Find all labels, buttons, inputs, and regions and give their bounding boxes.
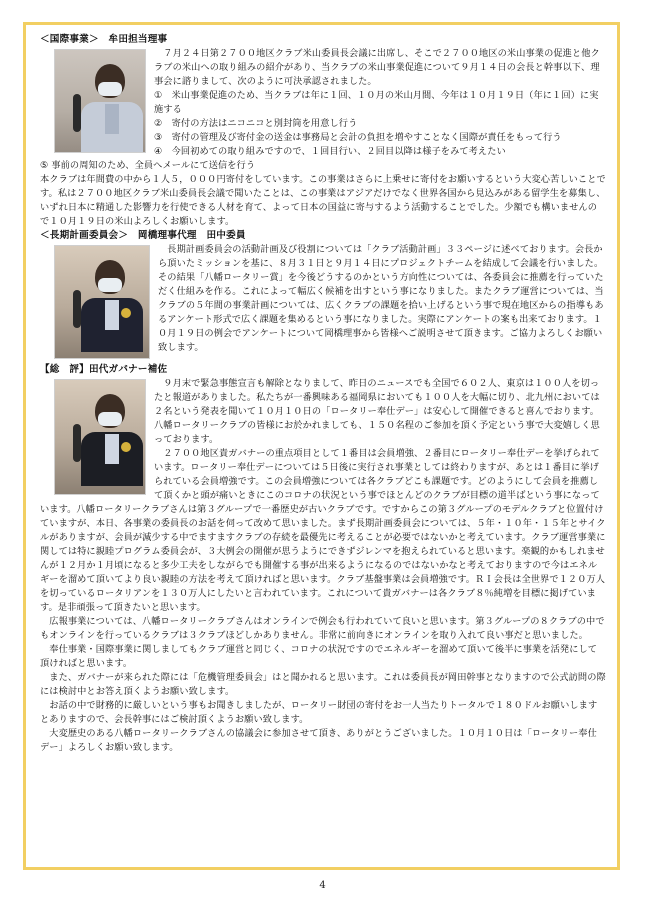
microphone-icon — [73, 94, 81, 132]
sohyo-paragraph-6: お話の中で財務的に厳しいという事もお聞きしましたが、ロータリー財団の寄付をお一人当たりトータルで１８０ドルお願いしますとありますので、会長幹事にはご検討頂くようお願い致します。 — [40, 700, 598, 725]
kokusai-item-2: ② 寄付の方法はニコニコと別封筒を用意し行う — [154, 118, 358, 129]
microphone-icon — [73, 424, 81, 462]
choki-paragraph-1: 長期計画委員会の活動計画及び役割については「クラブ活動計画」３３ページに述べております。会長から頂いたミッションを基に、８月３１日と９月１４日にプロジェクトチームを結成して会議を行いました。その結果「八幡ロータリー賞」を今後どうするのかという方向性については、各委員会に推薦を行っていただく仕組みを作る。これによって幅広く候補を出すという事になりました。またクラブ運営については、当クラブの５年間の事業計画については、広くクラブの課題を拾い上げるという事で現在地区からの指導もあるアンケート形式で広く課題を集めるという事になりました。実際にアンケートの案も出来ております。１０月１９日の例会でアンケートについて岡橋理事から皆様へご説明させて頂きます。ご協力よろしくお願い致します。 — [158, 244, 604, 353]
page-frame — [23, 22, 620, 870]
photo-figure-shirt — [105, 300, 119, 330]
sohyo-paragraph-7: 大変歴史のある八幡ロータリークラブさんの協議会に参加させて頂き、ありがとうございました。１０月１０日は「ロータリー奉仕デー」よろしくお願い致します。 — [40, 728, 597, 753]
kokusai-paragraph-1: ７月２４日第２７００地区クラブ米山委員長会議に出席し、そこで２７００地区の米山事業の促進と他クラブの米山への取り組みの紹介があり、当クラブの米山事業促進について９月１４日の会長と幹事以下、理事会に諮りまして、次のように可決承認されました。 — [154, 48, 600, 87]
section-heading-sohyo: 【総 評】田代ガバナー補佐 — [40, 364, 168, 375]
section-heading-choki: ＜長期計画委員会＞ 岡橋理事代理 田中委員 — [40, 230, 246, 241]
photo-figure-shirt — [105, 434, 119, 464]
sohyo-paragraph-3: 広報事業については、八幡ロータリークラブさんはオンラインで例会も行われていて良いと思います。第３グループの８クラブの中でもオンラインを行っているクラブは３クラブほどしかありません。非常に前向きにオンラインを取り入れて良い事だと思いました。 — [40, 616, 605, 641]
photo-muta — [54, 49, 146, 153]
photo-figure-shirt — [105, 104, 119, 134]
microphone-icon — [73, 290, 81, 328]
kokusai-item-1: ① 米山事業促進のため、当クラブは年に１回、１０月の米山月間、今年は１０月１９日（年に１回）に実施する — [154, 90, 599, 115]
sohyo-paragraph-2: ２７００地区貴ガバナーの重点項目として１番目は会員増強、２番目にロータリー奉仕デーを挙げられています。ロータリー奉仕デーについては５日後に実行され事業としては終わりますが、あとは１番目に挙げられている会員増強です。この会員増強については各クラブどこも課題です。どのようにして会員を推薦して頂くかと頭が痛いときにこのコロナの状況という事でほとんどのクラブが目標の道半ばという事になっています。八幡ロータリークラブさんは第３グループで一番歴史が古いクラブです。ですからこの第３グループのモデルクラブと位置付けていますが、本日、各事業の委員長のお話を伺って改めて思いました。まず長期計画委員会については、５年・１０年・１５年とサイクルがありますが、会員が減少する中でますますクラブの存続を最優先に考えることが必要ではないかと考えています。クラブ運営事業に関しては特に親睦プログラム委員会が、３大例会の開催が思うようにできずジレンマを抱えられていると思います。楽観的かもしれませんが１２月か１月頃になると多少工夫をしながらでも開催する事が出来るようになるのではないかなと考えておりますので今はエネルギーを溜めて頂いてより良い親睦の方法を考えて頂ければと思います。クラブ基盤事業は会員増強です。ＲＩ会長は全世界で１２０万人を切っているロータリアンを１３０万人にしたいと言われています。これについて貴ガバナーは各クラブ８％純増を目標に掲げています。是非頑張って頂きたいと思います。 — [40, 448, 606, 613]
section-heading-kokusai: ＜国際事業＞ 牟田担当理事 — [40, 34, 168, 45]
photo-figure-mask — [98, 82, 122, 96]
rotary-badge-icon — [121, 308, 131, 318]
sohyo-paragraph-1: ９月末で緊急事態宣言も解除となりまして、昨日のニュースでも全国で６０２人、東京は１００人を切ったと報道がありました。私たちが一番興味ある福岡県においても１００人を大幅に切り、北九州においては２名という発表を聞いて１０月１０日の「ロータリー奉仕デー」は安心して開催できると喜んでおります。八幡ロータリークラブの皆様にお於かれましても、１５０名程のご参加を頂く予定という事で大変嬉しく思っております。 — [154, 378, 600, 445]
photo-figure-mask — [98, 278, 122, 292]
page-number: 4 — [319, 880, 326, 891]
kokusai-item-5: ⑤ 事前の周知のため、全員へメールにて送信を行う — [40, 160, 256, 171]
kokusai-item-4: ④ 今回初めての取り組みですので、１回目行い、２回目以降は様子をみて考えたい — [154, 146, 506, 157]
photo-tashiro — [54, 379, 146, 495]
sohyo-paragraph-4: 奉仕事業・国際事業に関しましてもクラブ運営と同じく、コロナの状況ですのでエネルギーを溜めて頂いて後半に事業を活発にして頂ければと思います。 — [40, 644, 598, 669]
photo-tanaka — [54, 245, 150, 359]
page-content — [40, 33, 606, 755]
rotary-badge-icon — [121, 442, 131, 452]
kokusai-paragraph-2: 本クラブは年間費の中から１人５，０００円寄付をしています。この事業はさらに上乗せに寄付をお願いするという大変心苦しいことです。私は２７００地区クラブ米山委員長会議で聞いたことは、この事業はアジアだけでなく世界各国から見込みがある留学生を募集し、いずれ日本に精通した影響力を行使できる人材を育て、よって日本の国益に寄与するよう活動することでした。少額でも構いませんので１０月１９日の米山よろしくお願いします。 — [40, 174, 606, 227]
sohyo-paragraph-5: また、ガバナーが来られた際には「危機管理委員会」はと聞かれると思います。これは委員長が岡田幹事となりますので公式訪問の際には検討中とお答え頂くようお願い致します。 — [40, 672, 606, 697]
photo-figure-mask — [98, 412, 122, 426]
kokusai-item-3: ③ 寄付の管理及び寄付金の送金は事務局と会計の負担を増やすことなく国際が責任をもって行う — [154, 132, 562, 143]
